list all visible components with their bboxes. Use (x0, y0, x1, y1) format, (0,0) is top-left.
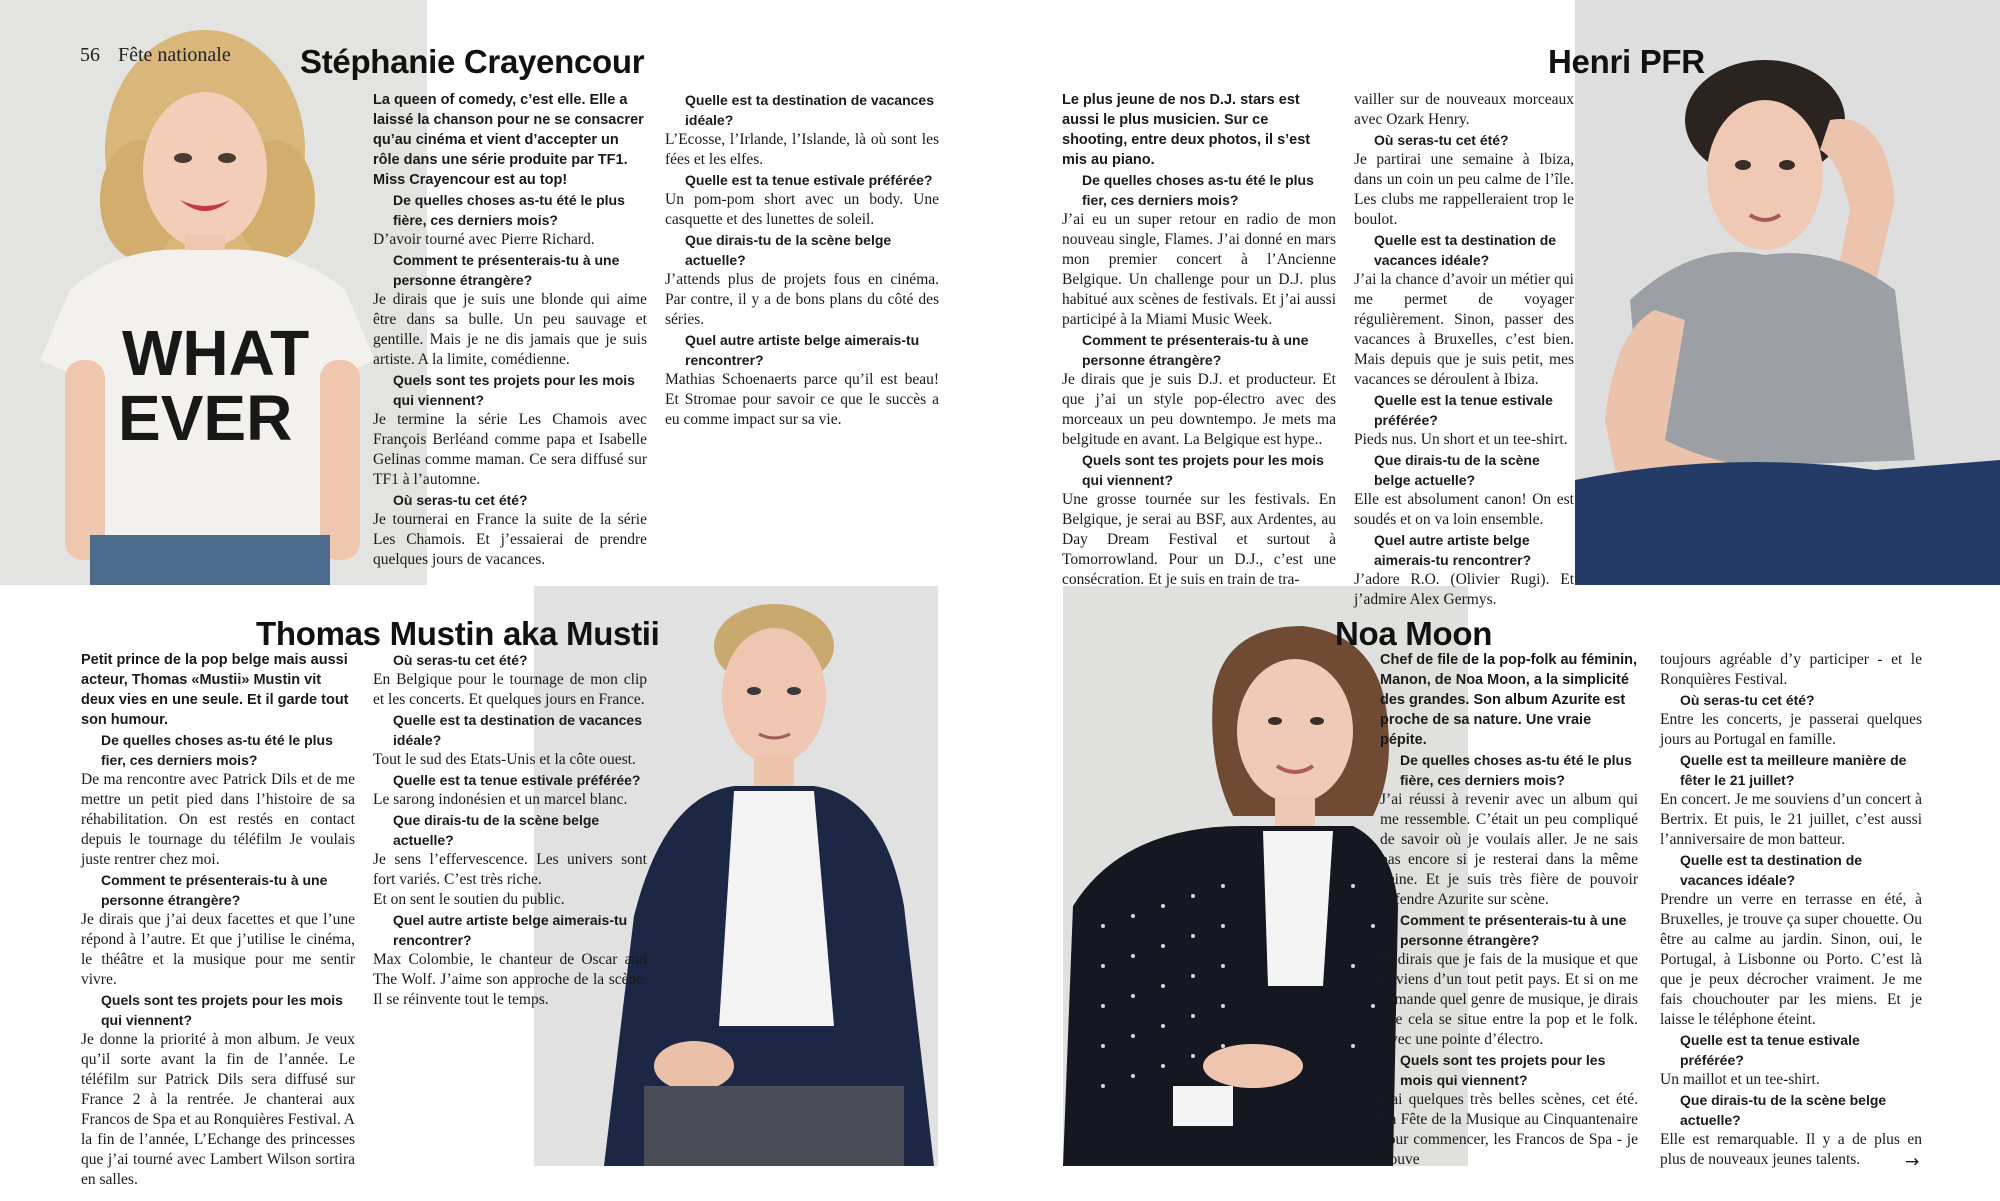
question: Quel autre artiste belge aimerais-tu rencontrer? (1374, 532, 1532, 568)
question: Comment te présenterais-tu à une personne étrangère? (1400, 912, 1627, 948)
answer: Je partirai une semaine à Ibiza, dans un coin un peu calme de l’île. Les clubs me rappelleraient trop le boulot. (1354, 151, 1574, 228)
answer: J’ai réussi à revenir avec un album qui me ressemble. C’était un peu compliqué de savoir où je voulais aller. Je ne sais pas encore si je resterai dans la même veine. Et je suis très fière de pouvoir défendre Azurite sur scène. (1380, 791, 1638, 908)
question: Que dirais-tu de la scène belge actuelle? (1680, 1092, 1887, 1128)
heading-noa: Noa Moon (1335, 615, 1493, 652)
answer: L’Ecosse, l’Irlande, l’Islande, là où sont les fées et les elfes. (665, 131, 939, 168)
answer: Un pom-pom short avec un body. Une casquette et des lunettes de soleil. (665, 191, 939, 228)
question: Quels sont tes projets pour les mois qui viennent? (101, 992, 343, 1028)
answer: Prendre un verre en terrasse en été, à Bruxelles, je trouve ça super chouette. Ou être au calme au jardin. Sinon, oui, le Portugal, à Lisbonne ou Porto. C’est là que je peux décrocher vraiment. Je me fais chouchouter par les miens. Et je laisse le téléphone éteint. (1660, 891, 1922, 1028)
photo-stephanie-crayencour (0, 0, 427, 585)
heading-thomas: Thomas Mustin aka Mustii (256, 615, 660, 652)
question: Quelle est ta destination de vacances idéale? (685, 92, 934, 128)
answer: De ma rencontre avec Patrick Dils et de me mettre un petit pied dans l’histoire de sa réhabilitation. On est restés en contact depuis le tournage du téléfilm Je voulais juste rentrer chez moi. (81, 771, 355, 868)
question: Quelle est ta tenue estivale préférée? (685, 172, 933, 188)
question: Que dirais-tu de la scène belge actuelle? (393, 812, 600, 848)
answer: Je dirais que j’ai deux facettes et que l’une répond à l’autre. Et que j’utilise le cinéma, le théâtre et la musique pour me sentir vivre. (81, 911, 355, 988)
answer: Pieds nus. Un short et un tee-shirt. (1354, 431, 1568, 448)
question: Où seras-tu cet été? (1680, 692, 1815, 708)
question: Quelle est ta destination de vacances idéale? (1680, 852, 1863, 888)
answer: En Belgique pour le tournage de mon clip et les concerts. Et quelques jours en France. (373, 671, 647, 708)
question: Quel autre artiste belge aimerais-tu rencontrer? (685, 332, 920, 368)
svg-text:EVER: EVER (118, 382, 293, 454)
answer: J’ai eu un super retour en radio de mon nouveau single, Flames. J’ai donné en mars mon premier concert à l’Ancienne Belgique. Un challenge pour un D.J. plus habitué aux scènes de festivals. Et j’ai aussi participé à la Miami Music Week. (1062, 211, 1336, 328)
question: Quelle est ta tenue estivale préférée? (1680, 1032, 1860, 1068)
henri-col-1 (1062, 90, 1336, 590)
answer: vailler sur de nouveaux morceaux avec Ozark Henry. (1354, 91, 1574, 128)
question: De quelles choses as-tu été le plus fière, ces derniers mois? (393, 192, 625, 228)
answer: J’attends plus de projets fous en cinéma. Par contre, il y a de bons plans du côté des séries. (665, 271, 939, 328)
question: Comment te présenterais-tu à une personne étrangère? (393, 252, 620, 288)
answer: Max Colombie, le chanteur de Oscar and The Wolf. J’aime son approche de la scène. Il se réinvente tout le temps. (373, 951, 647, 1008)
answer: Entre les concerts, je passerai quelques jours au Portugal en famille. (1660, 711, 1922, 748)
question: Quel autre artiste belge aimerais-tu rencontrer? (393, 912, 628, 948)
answer: J’ai la chance d’avoir un métier qui me permet de voyager régulièrement. Sinon, passer des vacances à Bruxelles, c’est bien. Mais depuis que je suis petit, mes vacances se déroulent à Ibiza. (1354, 271, 1574, 388)
answer: Elle est remarquable. Il y a de plus en plus de nouveaux jeunes talents. (1660, 1131, 1922, 1168)
question: Quels sont tes projets pour les mois qui viennent? (393, 372, 635, 408)
answer: Je termine la série Les Chamois avec François Berléand comme papa et Isabelle Gelinas comme maman. Ce sera diffusé sur TF1 à l’automne. (373, 411, 647, 488)
question: Où seras-tu cet été? (393, 492, 528, 508)
question: Où seras-tu cet été? (1374, 132, 1509, 148)
intro-lead: Le plus jeune de nos D.J. stars est aussi le plus musicien. Sur ce shooting, entre deux photos, il s’est mis au piano. (1062, 92, 1311, 168)
intro-lead: Petit prince de la pop belge mais aussi acteur, Thomas «Mustii» Mustin vit deux vies en une seule. Et il garde tout son humour. (81, 652, 349, 728)
question: Quelle est ta meilleure manière de fêter le 21 juillet? (1680, 752, 1907, 788)
answer: Un maillot et un tee-shirt. (1660, 1071, 1820, 1088)
answer: Tout le sud des Etats-Unis et la côte ouest. (373, 751, 636, 768)
question: Quelle est la tenue estivale préférée? (1374, 392, 1553, 428)
folio (80, 44, 249, 67)
question: Où seras-tu cet été? (393, 652, 528, 668)
question: Que dirais-tu de la scène belge actuelle? (1374, 452, 1540, 488)
answer: Je donne la priorité à mon album. Je veux qu’il sorte avant la fin de l’année. Le téléfilm sur Patrick Dils sera diffusé sur France 2 à la rentrée. Je chanterai aux Francos de Spa et au Ronquières Festival. A la fin de l’année, L’Echange des princesses que j’ai tourné avec Lambert Wilson sortira en salles. (81, 1031, 355, 1188)
answer: Mathias Schoenaerts parce qu’il est beau! Et Stromae pour savoir ce que le succès a eu comme impact sur sa vie. (665, 371, 939, 428)
heading-stephanie: Stéphanie Crayencour (300, 43, 645, 80)
noa-col-1 (1380, 650, 1638, 1170)
intro-lead: Chef de file de la pop-folk au féminin, Manon, de Noa Moon, a la simplicité des grandes. Son album Azurite est proche de sa nature. Une vraie pépite. (1380, 652, 1637, 748)
answer: Je dirais que je fais de la musique et que je viens d’un tout petit pays. Et si on me demande quel genre de musique, je dirais que cela se situe entre la pop et le folk. Avec une pointe d’électro. (1380, 951, 1638, 1048)
answer: Je dirais que je suis D.J. et producteur. Et que j’ai un style pop-électro avec des morceaux un peu downtempo. Je mets ma belgitude en avant. La Belgique est hype.. (1062, 371, 1336, 448)
portrait-henri (1575, 0, 2000, 585)
question: Que dirais-tu de la scène belge actuelle? (685, 232, 892, 268)
henri-col-2 (1354, 90, 1574, 610)
question: De quelles choses as-tu été le plus fière, ces derniers mois? (1400, 752, 1632, 788)
thomas-col-1 (81, 650, 355, 1190)
question: Quelle est ta destination de vacances idéale? (393, 712, 642, 748)
answer: Et on sent le soutien du public. (373, 891, 565, 908)
thomas-col-2 (373, 650, 647, 1010)
question: Quels sont tes projets pour les mois qui viennent? (1082, 452, 1324, 488)
question: Comment te présenterais-tu à une personne étrangère? (1082, 332, 1309, 368)
question: Quelle est ta tenue estivale préférée? (393, 772, 641, 788)
answer: toujours agréable d’y participer - et le Ronquières Festival. (1660, 651, 1922, 688)
heading-henri: Henri PFR (1548, 43, 1705, 80)
noa-col-2 (1660, 650, 1922, 1170)
answer: D’avoir tourné avec Pierre Richard. (373, 231, 595, 248)
photo-henri-pfr (1575, 0, 2000, 585)
question: Quelle est ta destination de vacances idéale? (1374, 232, 1557, 268)
answer: Elle est absolument canon! On est soudés et on va loin ensemble. (1354, 491, 1574, 528)
answer: Je tournerai en France la suite de la série Les Chamois. Et j’essaierai de prendre quelques jours de vacances. (373, 511, 647, 568)
answer: J’adore R.O. (Olivier Rugi). Et j’admire Alex Germys. (1354, 571, 1574, 608)
question: Comment te présenterais-tu à une personne étrangère? (101, 872, 328, 908)
question: De quelles choses as-tu été le plus fier, ces derniers mois? (101, 732, 333, 768)
answer: Je sens l’effervescence. Les univers sont fort variés. C’est très riche. (373, 851, 647, 888)
answer: Le sarong indonésien et un marcel blanc. (373, 791, 628, 808)
stephanie-col-2 (665, 90, 939, 430)
portrait-stephanie (0, 0, 427, 585)
question: Quels sont tes projets pour les mois qui viennent? (1400, 1052, 1606, 1088)
answer: En concert. Je me souviens d’un concert à Bertrix. Et puis, le 21 juillet, c’est aussi l’anniversaire de mon batteur. (1660, 791, 1922, 848)
answer: Une grosse tournée sur les festivals. En Belgique, je serai au BSF, aux Ardentes, au Day Dream Festival et surtout à Tomorrowland. Pour un D.J., c’est une consécration. Et je suis en train de tra- (1062, 491, 1336, 588)
answer: J’ai quelques très belles scènes, cet été. La Fête de la Musique au Cinquantenaire pour commencer, les Francos de Spa - je trouve (1380, 1091, 1638, 1168)
svg-text:WHAT: WHAT (122, 317, 310, 389)
section-title: Fête nationale (118, 44, 231, 66)
page-number: 56 (80, 44, 100, 66)
intro-lead: La queen of comedy, c’est elle. Elle a laissé la chanson pour ne se consacrer qu’au cinéma et vient d’accepter un rôle dans une série produite par TF1. Miss Crayencour est au top! (373, 92, 644, 188)
stephanie-col-1 (373, 90, 647, 570)
question: De quelles choses as-tu été le plus fier, ces derniers mois? (1082, 172, 1314, 208)
next-page-arrow-icon[interactable]: → (1905, 1152, 1920, 1172)
answer: Je dirais que je suis une blonde qui aime être dans sa bulle. Un peu sauvage et gentille. Mais je ne dis jamais que je suis artiste. A la limite, comédienne. (373, 291, 647, 368)
